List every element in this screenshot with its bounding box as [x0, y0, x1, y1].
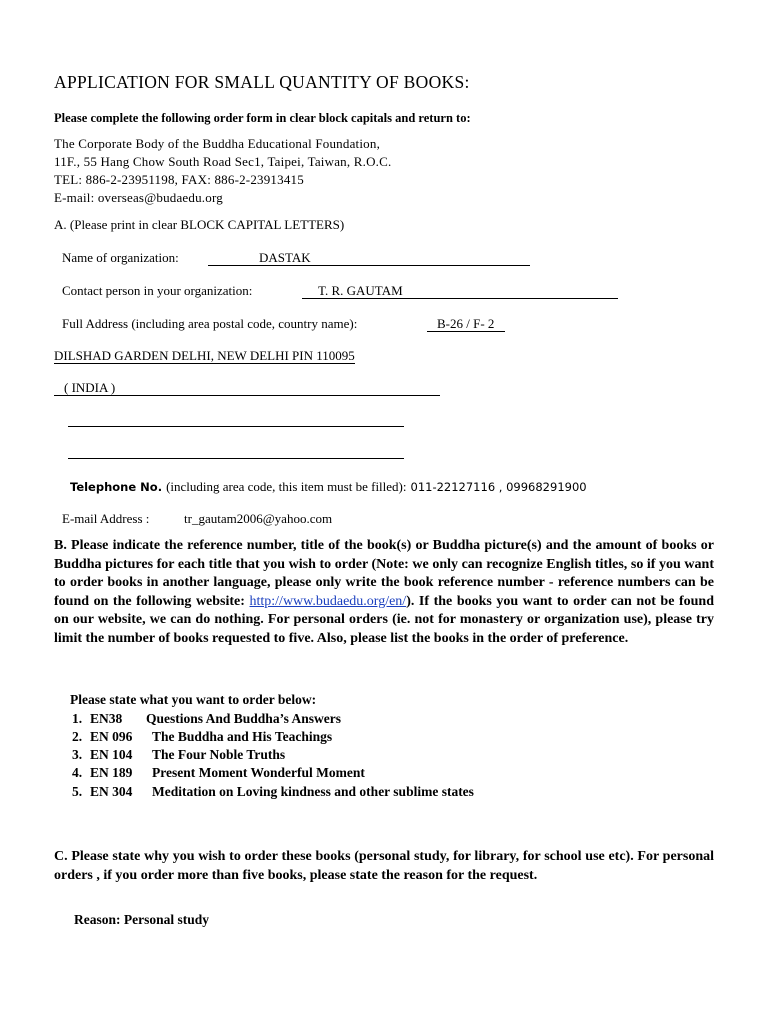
- page-title: APPLICATION FOR SMALL QUANTITY OF BOOKS:: [54, 72, 470, 92]
- address-line-4: E-mail: overseas@budaedu.org: [54, 190, 223, 205]
- contact-field[interactable]: [302, 283, 618, 299]
- section-c-paragraph: C. Please state why you wish to order these books (personal study, for library, for school use etc). For personal orders , if you order more than five books, please state the reason for the request.: [54, 849, 714, 883]
- org-field[interactable]: [208, 250, 530, 266]
- order-item: [72, 711, 341, 727]
- address-line-2: 11F., 55 Hang Chow South Road Sec1, Taipei, Taiwan, R.O.C.: [54, 154, 392, 169]
- order-code: EN 304: [90, 784, 133, 799]
- phone-value[interactable]: 011-22127116 , 09968291900: [410, 480, 587, 494]
- contact-label: Contact person in your organization:: [62, 283, 253, 298]
- reason-text[interactable]: Reason: Personal study: [74, 912, 210, 927]
- instruction-text: Please complete the following order form in clear block capitals and return to:: [54, 111, 471, 125]
- order-title: The Buddha and His Teachings: [152, 729, 333, 744]
- website-link[interactable]: http://www.budaedu.org/en/: [249, 593, 407, 609]
- order-item: [72, 765, 365, 781]
- address-blank-line-1[interactable]: [68, 426, 404, 427]
- address-field[interactable]: [427, 316, 505, 332]
- order-title: Present Moment Wonderful Moment: [152, 765, 365, 780]
- order-num: 5.: [72, 784, 83, 799]
- section-b-text-1: B. Please indicate the reference number, title of the book(s) or Buddha picture(s) and the amount of books or Buddha pictures for each title that you wish to order (Note: we only can recognize English titles, so if you want to order books in another language, please only write the book reference number - reference numbers can be found on the following website:: [54, 538, 714, 609]
- address-blank-line-2[interactable]: [68, 458, 404, 459]
- address-value: B-26 / F- 2: [437, 316, 495, 331]
- section-b-paragraph: [54, 537, 714, 648]
- order-num: 2.: [72, 729, 83, 744]
- order-item: [72, 729, 332, 745]
- order-num: 4.: [72, 765, 83, 780]
- order-title: Questions And Buddha’s Answers: [146, 711, 341, 726]
- address-line-3-value: ( INDIA ): [64, 380, 116, 395]
- email-label: E-mail Address :: [62, 511, 150, 526]
- order-num: 1.: [72, 711, 83, 726]
- order-code: EN 096: [90, 729, 133, 744]
- phone-label: Telephone No.: [70, 480, 163, 494]
- order-code: EN 104: [90, 747, 133, 762]
- order-item: [72, 747, 285, 763]
- order-heading: Please state what you want to order below:: [70, 692, 317, 707]
- contact-value: T. R. GAUTAM: [318, 283, 403, 298]
- phone-row: [70, 478, 587, 496]
- order-code: EN 189: [90, 765, 133, 780]
- org-label: Name of organization:: [62, 250, 179, 265]
- address-line-3: TEL: 886-2-23951198, FAX: 886-2-23913415: [54, 172, 304, 187]
- order-code: EN38: [90, 711, 123, 726]
- address-line-3-field[interactable]: [54, 380, 440, 396]
- phone-note: (including area code, this item must be filled):: [166, 479, 407, 494]
- order-num: 3.: [72, 747, 83, 762]
- order-item: [72, 784, 474, 800]
- address-line-2-field[interactable]: DILSHAD GARDEN DELHI, NEW DELHI PIN 110095: [54, 348, 355, 363]
- address-label: Full Address (including area postal code, country name):: [62, 316, 358, 331]
- section-a-heading: A. (Please print in clear BLOCK CAPITAL LETTERS): [54, 217, 345, 232]
- org-value: DASTAK: [259, 250, 311, 265]
- address-line-1: The Corporate Body of the Buddha Educational Foundation,: [54, 136, 381, 151]
- order-title: Meditation on Loving kindness and other sublime states: [152, 784, 474, 799]
- order-title: The Four Noble Truths: [152, 747, 286, 762]
- email-value[interactable]: tr_gautam2006@yahoo.com: [184, 511, 333, 526]
- section-b-text-2: ). If the books you want to order can not be found on our website, we can do nothing. For personal orders (ie. not for monastery or organization use), please try limit the number of books requested to five. Also, please list the books in the order of preference.: [54, 593, 714, 646]
